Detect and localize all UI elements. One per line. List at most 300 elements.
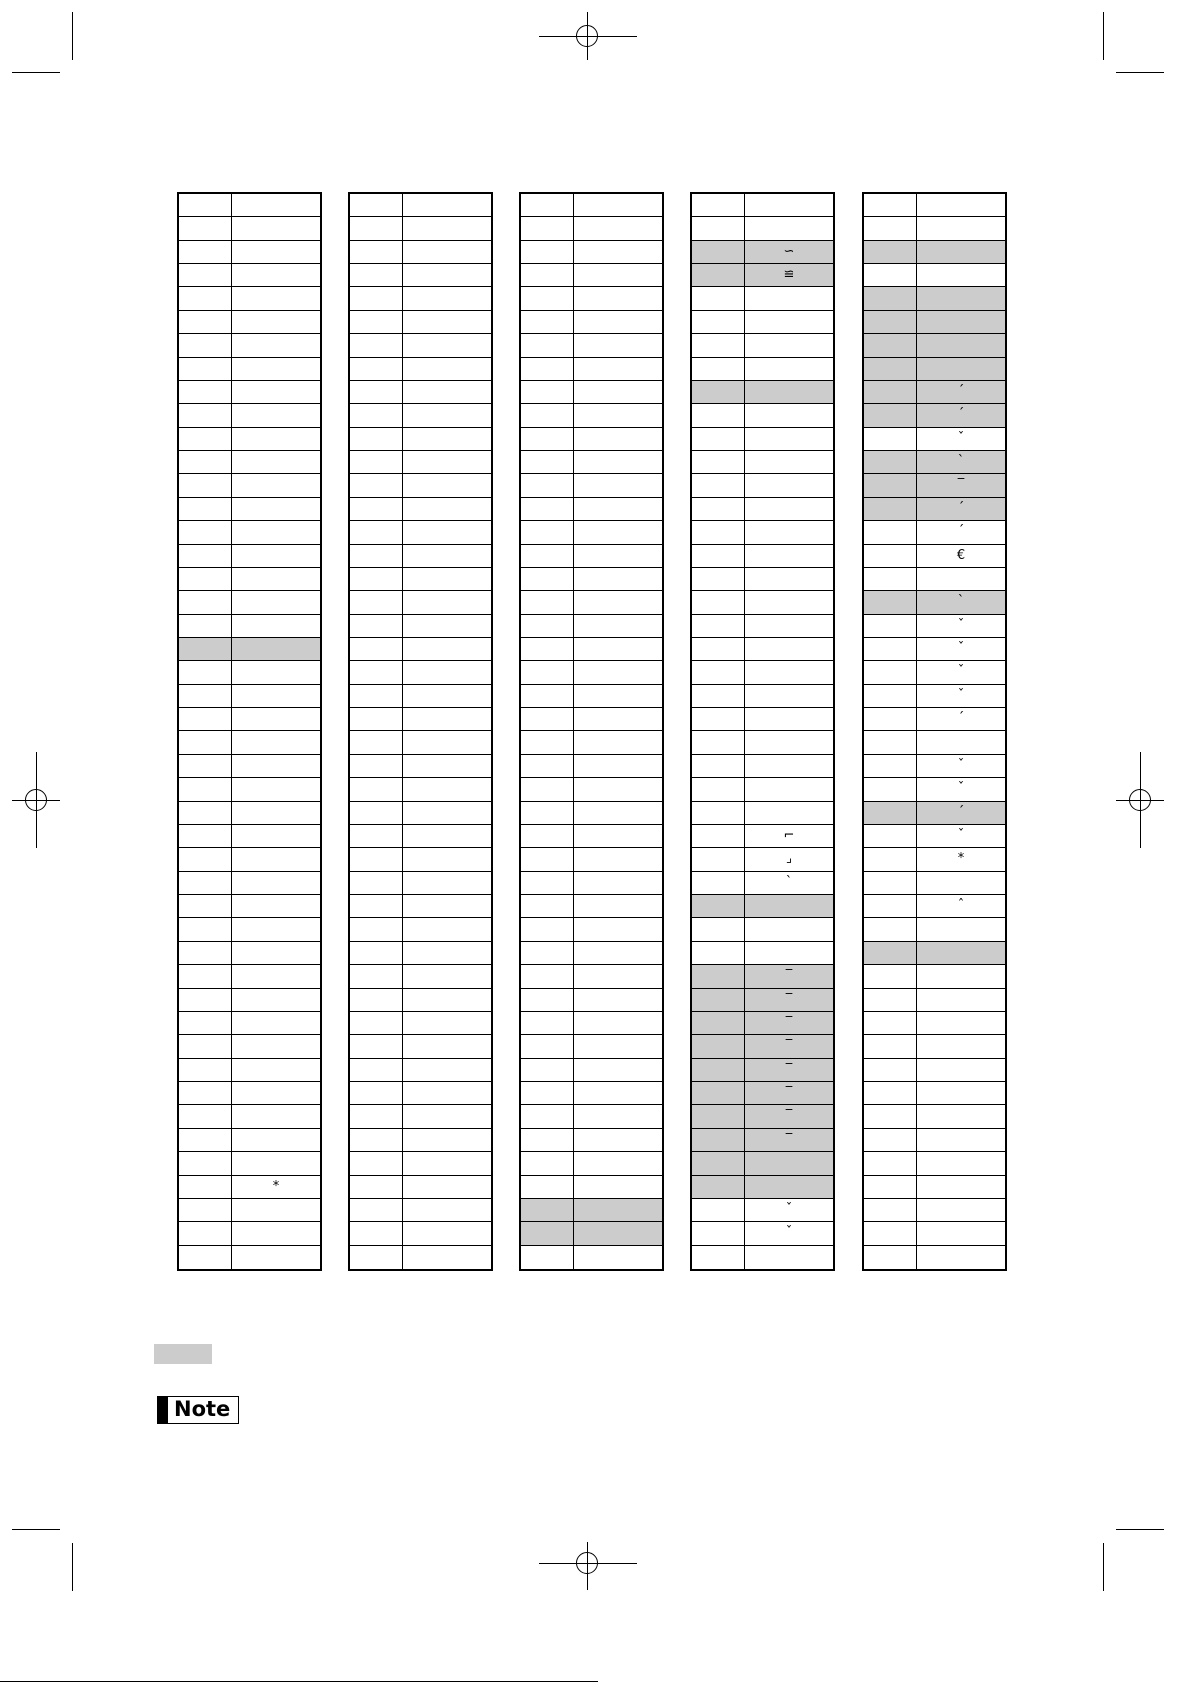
code-cell bbox=[350, 287, 402, 309]
table-row bbox=[179, 1035, 320, 1058]
table-row bbox=[864, 1059, 1005, 1082]
char-cell bbox=[574, 732, 662, 754]
table-row bbox=[521, 755, 662, 778]
code-cell bbox=[521, 241, 573, 263]
code-cell bbox=[692, 311, 744, 333]
table-row bbox=[864, 1176, 1005, 1199]
char-cell bbox=[232, 965, 320, 987]
table-row bbox=[521, 732, 662, 755]
table-row bbox=[179, 404, 320, 427]
char-cell: ˊ bbox=[917, 381, 1005, 403]
code-cell bbox=[350, 661, 402, 683]
char-cell: € bbox=[956, 547, 966, 563]
table-row bbox=[692, 1082, 833, 1105]
code-cell bbox=[864, 1199, 916, 1221]
char-cell bbox=[574, 498, 662, 520]
code-cell bbox=[692, 965, 744, 987]
table-row bbox=[864, 498, 1005, 521]
table-row bbox=[864, 381, 1005, 404]
table-row bbox=[692, 1176, 833, 1199]
table-row bbox=[692, 802, 833, 825]
table-row bbox=[864, 965, 1005, 988]
char-cell bbox=[403, 1129, 491, 1151]
char-cell bbox=[232, 428, 320, 450]
table-row bbox=[179, 1222, 320, 1245]
table-row bbox=[521, 311, 662, 334]
code-cell bbox=[864, 615, 916, 637]
char-cell bbox=[745, 545, 833, 567]
table-row bbox=[350, 918, 491, 941]
code-cell bbox=[521, 848, 573, 870]
table-row bbox=[179, 825, 320, 848]
char-cell bbox=[745, 638, 833, 660]
code-cell bbox=[179, 381, 231, 403]
char-cell bbox=[574, 685, 662, 707]
code-table-4 bbox=[690, 192, 835, 1271]
char-cell bbox=[232, 264, 320, 286]
crop-mark bbox=[72, 1543, 73, 1591]
char-cell: ˊ bbox=[917, 404, 1005, 426]
code-cell bbox=[521, 1246, 573, 1269]
note-heading bbox=[157, 1396, 239, 1424]
code-cell bbox=[521, 778, 573, 800]
char-cell bbox=[917, 1129, 1005, 1151]
char-cell bbox=[232, 755, 320, 777]
char-cell bbox=[574, 1012, 662, 1034]
code-cell bbox=[692, 1035, 744, 1057]
table-row bbox=[179, 942, 320, 965]
column-divider bbox=[916, 194, 917, 1269]
code-cell bbox=[179, 895, 231, 917]
char-cell bbox=[574, 802, 662, 824]
table-row bbox=[864, 334, 1005, 357]
code-cell bbox=[179, 1246, 231, 1269]
table-row bbox=[864, 942, 1005, 965]
table-row bbox=[179, 872, 320, 895]
code-cell bbox=[350, 474, 402, 496]
char-cell: * bbox=[957, 851, 965, 867]
code-cell bbox=[350, 545, 402, 567]
char-cell bbox=[403, 825, 491, 847]
table-row bbox=[350, 708, 491, 731]
char-cell bbox=[917, 241, 1005, 263]
code-cell bbox=[179, 1059, 231, 1081]
char-cell bbox=[917, 872, 1005, 894]
table-row bbox=[350, 287, 491, 310]
code-cell bbox=[692, 1012, 744, 1034]
table-row bbox=[692, 334, 833, 357]
code-cell bbox=[864, 895, 916, 917]
char-cell bbox=[917, 1246, 1005, 1269]
code-cell bbox=[350, 755, 402, 777]
code-cell bbox=[692, 194, 744, 216]
code-cell bbox=[179, 989, 231, 1011]
char-cell bbox=[403, 1082, 491, 1104]
char-cell bbox=[574, 451, 662, 473]
code-cell bbox=[179, 1129, 231, 1151]
table-row bbox=[692, 661, 833, 684]
char-cell bbox=[574, 381, 662, 403]
code-cell bbox=[521, 1176, 573, 1198]
table-row bbox=[692, 1059, 833, 1082]
char-cell bbox=[574, 474, 662, 496]
table-row bbox=[521, 404, 662, 427]
char-cell bbox=[745, 1246, 833, 1269]
char-cell bbox=[232, 942, 320, 964]
char-cell bbox=[917, 217, 1005, 239]
code-cell bbox=[692, 989, 744, 1011]
table-row bbox=[864, 568, 1005, 591]
code-cell bbox=[350, 802, 402, 824]
code-cell bbox=[521, 1059, 573, 1081]
code-cell bbox=[864, 872, 916, 894]
table-row bbox=[521, 825, 662, 848]
code-cell bbox=[350, 1176, 402, 1198]
table-row bbox=[692, 918, 833, 941]
table-row bbox=[350, 989, 491, 1012]
char-cell bbox=[403, 264, 491, 286]
code-cell bbox=[350, 942, 402, 964]
char-cell bbox=[574, 568, 662, 590]
code-cell bbox=[521, 638, 573, 660]
code-cell bbox=[864, 568, 916, 590]
code-cell bbox=[521, 264, 573, 286]
char-cell: ˋ bbox=[917, 451, 1005, 473]
code-cell bbox=[179, 194, 231, 216]
code-cell bbox=[521, 194, 573, 216]
char-cell bbox=[745, 661, 833, 683]
code-cell bbox=[864, 965, 916, 987]
char-cell bbox=[403, 615, 491, 637]
code-cell bbox=[179, 778, 231, 800]
char-cell bbox=[232, 732, 320, 754]
table-row bbox=[179, 358, 320, 381]
code-cell bbox=[692, 802, 744, 824]
code-cell bbox=[179, 708, 231, 730]
char-cell bbox=[403, 498, 491, 520]
code-cell bbox=[179, 545, 231, 567]
code-cell bbox=[864, 1246, 916, 1269]
table-row bbox=[350, 1129, 491, 1152]
crop-mark bbox=[12, 1529, 60, 1530]
code-cell bbox=[179, 591, 231, 613]
table-row bbox=[350, 1035, 491, 1058]
table-row bbox=[692, 311, 833, 334]
code-cell bbox=[864, 404, 916, 426]
char-cell: ˇ bbox=[785, 1201, 793, 1217]
char-cell: ⌟ bbox=[785, 851, 793, 867]
code-cell bbox=[864, 1035, 916, 1057]
char-cell bbox=[232, 778, 320, 800]
char-cell bbox=[745, 451, 833, 473]
code-cell bbox=[350, 568, 402, 590]
char-cell bbox=[917, 1199, 1005, 1221]
char-cell bbox=[232, 545, 320, 567]
table-row bbox=[350, 755, 491, 778]
table-row bbox=[350, 638, 491, 661]
table-row bbox=[179, 521, 320, 544]
char-cell: ˊ bbox=[957, 711, 965, 727]
table-row bbox=[864, 404, 1005, 427]
char-cell bbox=[403, 685, 491, 707]
code-cell bbox=[692, 568, 744, 590]
code-cell bbox=[179, 1082, 231, 1104]
code-cell bbox=[864, 989, 916, 1011]
code-cell bbox=[521, 825, 573, 847]
code-cell bbox=[521, 1082, 573, 1104]
char-cell: ˇ bbox=[957, 430, 965, 446]
char-cell bbox=[574, 287, 662, 309]
table-row bbox=[350, 732, 491, 755]
code-cell bbox=[692, 217, 744, 239]
table-row bbox=[521, 1059, 662, 1082]
table-row bbox=[692, 1246, 833, 1269]
char-cell bbox=[232, 872, 320, 894]
table-row bbox=[692, 428, 833, 451]
table-row bbox=[521, 217, 662, 240]
code-cell bbox=[350, 1105, 402, 1127]
char-cell bbox=[232, 194, 320, 216]
code-cell bbox=[521, 287, 573, 309]
table-row bbox=[864, 428, 1005, 451]
char-cell bbox=[574, 965, 662, 987]
char-cell bbox=[232, 568, 320, 590]
table-row bbox=[692, 498, 833, 521]
code-cell bbox=[864, 918, 916, 940]
table-row bbox=[179, 661, 320, 684]
code-cell bbox=[179, 732, 231, 754]
char-cell bbox=[917, 311, 1005, 333]
char-cell bbox=[232, 825, 320, 847]
char-cell bbox=[574, 264, 662, 286]
code-cell bbox=[692, 1199, 744, 1221]
table-row bbox=[350, 685, 491, 708]
char-cell bbox=[745, 802, 833, 824]
char-cell bbox=[745, 1176, 833, 1198]
table-row bbox=[179, 545, 320, 568]
code-cell bbox=[864, 311, 916, 333]
code-cell bbox=[521, 732, 573, 754]
char-cell bbox=[403, 381, 491, 403]
table-row bbox=[521, 1035, 662, 1058]
shaded-legend-swatch bbox=[154, 1344, 212, 1364]
char-cell: ˆ bbox=[957, 898, 965, 914]
table-row bbox=[864, 241, 1005, 264]
char-cell bbox=[403, 732, 491, 754]
code-cell bbox=[521, 334, 573, 356]
char-cell: ˇ bbox=[957, 641, 965, 657]
table-row bbox=[350, 404, 491, 427]
table-row bbox=[179, 1129, 320, 1152]
char-cell bbox=[574, 404, 662, 426]
char-cell: ˇ bbox=[957, 664, 965, 680]
code-cell bbox=[864, 381, 916, 403]
char-cell bbox=[403, 708, 491, 730]
table-row bbox=[350, 778, 491, 801]
code-cell bbox=[350, 264, 402, 286]
code-cell bbox=[864, 194, 916, 216]
char-cell bbox=[574, 358, 662, 380]
code-cell bbox=[692, 708, 744, 730]
char-cell bbox=[232, 1082, 320, 1104]
table-row bbox=[521, 638, 662, 661]
table-row bbox=[864, 708, 1005, 731]
table-row bbox=[692, 685, 833, 708]
code-cell bbox=[179, 685, 231, 707]
char-cell bbox=[745, 568, 833, 590]
crop-mark bbox=[1103, 1543, 1104, 1591]
table-row bbox=[179, 1152, 320, 1175]
code-cell bbox=[179, 568, 231, 590]
crop-mark bbox=[1116, 72, 1164, 73]
code-cell bbox=[864, 498, 916, 520]
code-cell bbox=[864, 685, 916, 707]
code-cell bbox=[692, 1082, 744, 1104]
column-divider bbox=[573, 194, 574, 1269]
table-row bbox=[692, 451, 833, 474]
table-row bbox=[864, 872, 1005, 895]
table-row bbox=[179, 685, 320, 708]
code-cell bbox=[521, 895, 573, 917]
code-cell bbox=[179, 1035, 231, 1057]
char-cell bbox=[403, 311, 491, 333]
table-row bbox=[179, 708, 320, 731]
char-cell bbox=[403, 918, 491, 940]
char-cell bbox=[917, 1152, 1005, 1174]
code-cell bbox=[692, 825, 744, 847]
table-row bbox=[521, 381, 662, 404]
code-cell bbox=[179, 661, 231, 683]
char-cell bbox=[403, 1152, 491, 1174]
table-row bbox=[521, 451, 662, 474]
code-cell bbox=[692, 1105, 744, 1127]
table-header-row bbox=[692, 194, 833, 217]
char-cell bbox=[232, 708, 320, 730]
char-cell bbox=[745, 732, 833, 754]
table-row bbox=[864, 1012, 1005, 1035]
column-divider bbox=[744, 194, 745, 1269]
table-row bbox=[692, 778, 833, 801]
char-cell: ˊ bbox=[917, 498, 1005, 520]
code-cell bbox=[692, 661, 744, 683]
code-cell bbox=[521, 404, 573, 426]
char-cell bbox=[403, 474, 491, 496]
char-cell: ‾ bbox=[745, 1105, 833, 1127]
table-row bbox=[692, 895, 833, 918]
char-cell bbox=[745, 521, 833, 543]
char-cell bbox=[745, 334, 833, 356]
code-cell bbox=[864, 591, 916, 613]
char-cell bbox=[745, 708, 833, 730]
char-cell bbox=[403, 428, 491, 450]
table-row bbox=[692, 732, 833, 755]
table-row bbox=[864, 918, 1005, 941]
code-cell bbox=[864, 241, 916, 263]
code-cell bbox=[350, 1082, 402, 1104]
char-cell bbox=[574, 545, 662, 567]
code-cell bbox=[521, 358, 573, 380]
table-row bbox=[692, 1035, 833, 1058]
char-cell bbox=[745, 591, 833, 613]
table-row bbox=[350, 1222, 491, 1245]
table-row bbox=[864, 732, 1005, 755]
code-cell bbox=[179, 872, 231, 894]
char-cell bbox=[403, 287, 491, 309]
char-cell bbox=[232, 918, 320, 940]
table-row bbox=[521, 1152, 662, 1175]
table-row bbox=[179, 1082, 320, 1105]
char-cell bbox=[232, 615, 320, 637]
char-cell: ˇ bbox=[957, 617, 965, 633]
code-cell bbox=[692, 498, 744, 520]
table-row bbox=[864, 802, 1005, 825]
char-cell bbox=[232, 1035, 320, 1057]
char-cell bbox=[745, 404, 833, 426]
code-cell bbox=[350, 895, 402, 917]
table-row bbox=[692, 404, 833, 427]
table-row bbox=[864, 311, 1005, 334]
table-row bbox=[864, 1246, 1005, 1269]
table-row bbox=[692, 942, 833, 965]
table-row bbox=[692, 1222, 833, 1245]
char-cell bbox=[403, 241, 491, 263]
char-cell bbox=[232, 334, 320, 356]
code-table-3 bbox=[519, 192, 664, 1271]
char-cell bbox=[574, 1246, 662, 1269]
code-cell bbox=[864, 287, 916, 309]
char-cell bbox=[917, 1059, 1005, 1081]
char-cell: ‾ bbox=[745, 989, 833, 1011]
code-cell bbox=[864, 474, 916, 496]
code-cell bbox=[350, 1012, 402, 1034]
table-header-row bbox=[350, 194, 491, 217]
table-row bbox=[864, 217, 1005, 240]
char-cell bbox=[745, 942, 833, 964]
table-row bbox=[179, 1246, 320, 1269]
code-cell bbox=[521, 545, 573, 567]
code-cell bbox=[521, 1152, 573, 1174]
char-cell bbox=[403, 965, 491, 987]
char-cell bbox=[403, 451, 491, 473]
char-cell bbox=[232, 1012, 320, 1034]
table-row bbox=[692, 1012, 833, 1035]
char-cell bbox=[232, 381, 320, 403]
table-row bbox=[864, 848, 1005, 871]
char-cell bbox=[917, 1222, 1005, 1244]
code-cell bbox=[350, 685, 402, 707]
code-cell bbox=[179, 217, 231, 239]
char-cell bbox=[574, 217, 662, 239]
table-row bbox=[350, 895, 491, 918]
table-row bbox=[350, 428, 491, 451]
table-row bbox=[864, 264, 1005, 287]
code-cell bbox=[692, 848, 744, 870]
code-cell bbox=[521, 498, 573, 520]
table-row bbox=[179, 1199, 320, 1222]
table-row bbox=[350, 942, 491, 965]
char-cell bbox=[403, 1246, 491, 1269]
code-cell bbox=[179, 311, 231, 333]
table-row bbox=[692, 474, 833, 497]
char-cell bbox=[232, 848, 320, 870]
char-cell: ‾ bbox=[745, 1082, 833, 1104]
code-cell bbox=[864, 334, 916, 356]
table-row bbox=[521, 615, 662, 638]
code-cell bbox=[179, 1012, 231, 1034]
note-bar-icon bbox=[158, 1397, 168, 1423]
char-cell bbox=[574, 1129, 662, 1151]
table-row bbox=[179, 895, 320, 918]
